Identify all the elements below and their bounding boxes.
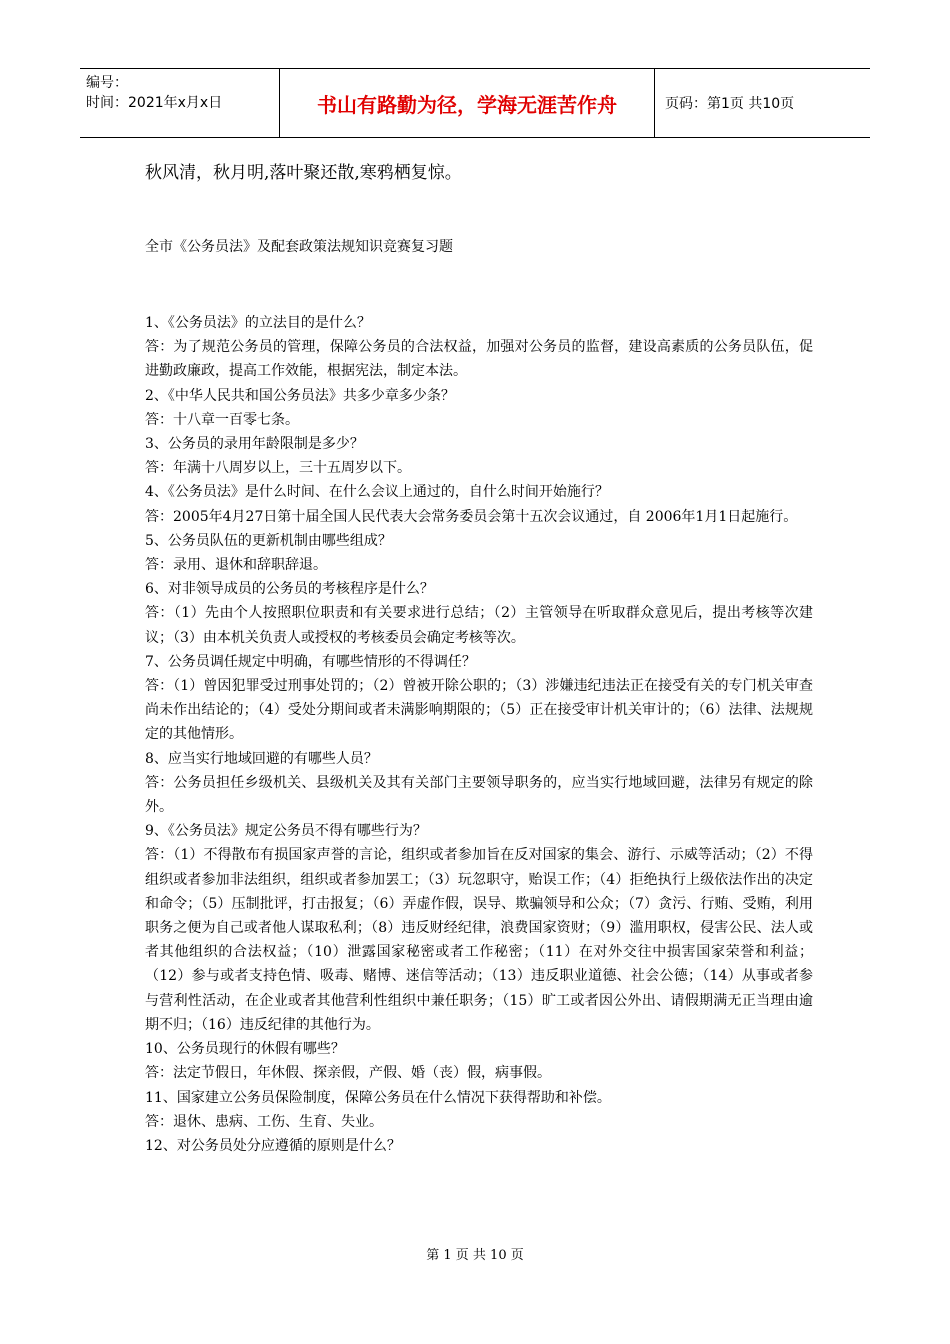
answer-line: 答：（1）曾因犯罪受过刑事处罚的；（2）曾被开除公职的；（3）涉嫌违纪违法正在接受有关的专门机关审查尚未作出结论的；（4）受处分期间或者未满影响期限的；（5）正在接受审计机关审计的；（6）法律、法规规定的其他情形。 bbox=[145, 678, 813, 743]
answer-line: 答：十八章一百零七条。 bbox=[145, 411, 299, 428]
question-line: 4、《公务员法》是什么时间、在什么会议上通过的，自什么时间开始施行？ bbox=[145, 484, 609, 501]
time-label: 时间：2021年x月x日 bbox=[86, 95, 223, 111]
answer-line: 答：公务员担任乡级机关、县级机关及其有关部门主要领导职务的，应当实行地域回避，法律另有规定的除外。 bbox=[145, 774, 813, 816]
answer-line: 答：为了规范公务员的管理，保障公务员的合法权益，加强对公务员的监督，建设高素质的公务员队伍，促进勤政廉政，提高工作效能，根据宪法，制定本法。 bbox=[145, 339, 813, 380]
question-line: 7、公务员调任规定中明确，有哪些情形的不得调任？ bbox=[145, 653, 476, 670]
question-line: 6、对非领导成员的公务员的考核程序是什么？ bbox=[145, 581, 434, 598]
answer-line: 答：退休、患病、工伤、生育、失业。 bbox=[145, 1113, 383, 1130]
answer-line: 答：2005年4月27日第十届全国人民代表大会常务委员会第十五次会议通过，自 2006年1月1日起施行。 bbox=[145, 508, 798, 525]
answer-line: 答：录用、退休和辞职辞退。 bbox=[145, 557, 327, 574]
motto: 秋风清，秋月明,落叶聚还散,寒鸦栖复惊。 bbox=[145, 163, 462, 183]
qa-body bbox=[145, 311, 813, 1158]
question-line: 10、公务员现行的休假有哪些？ bbox=[145, 1041, 345, 1058]
answer-line: 答：（1）先由个人按照职位职责和有关要求进行总结；（2）主管领导在听取群众意见后，提出考核等次建议；（3）由本机关负责人或授权的考核委员会确定考核等次。 bbox=[145, 605, 813, 646]
answer-line: 答：（1）不得散布有损国家声誉的言论，组织或者参加旨在反对国家的集会、游行、示威等活动；（2）不得组织或者参加非法组织，组织或者参加罢工；（3）玩忽职守，贻误工作；（4）拒绝执行上级依法作出的决定和命令；（5）压制批评，打击报复；（6）弄虚作假，误导、欺骗领导和公众；（7）贪污、行贿、受贿，利用职务之便为自己或者他人谋取私利；（8）违反财经纪律，浪费国家资财；（9）滥用职权，侵害公民、法人或者其他组织的合法权益；（10）泄露国家秘密或者工作秘密；（11）在对外交往中损害国家荣誉和利益；（12）参与或者支持色情、吸毒、赌博、迷信等活动；（13）违反职业道德、社会公德；（14）从事或者参与营利性活动，在企业或者其他营利性组织中兼任职务；（15）旷工或者因公外出、请假期满无正当理由逾期不归；（16）违反纪律的其他行为。 bbox=[145, 847, 813, 1033]
document-title: 全市《公务员法》及配套政策法规知识竞赛复习题 bbox=[145, 239, 453, 255]
question-line: 8、应当实行地域回避的有哪些人员？ bbox=[145, 750, 378, 767]
header-page-info: 页码：第1页 共10页 bbox=[665, 96, 795, 112]
question-line: 9、《公务员法》规定公务员不得有哪些行为？ bbox=[145, 823, 427, 840]
question-line: 5、公务员队伍的更新机制由哪些组成？ bbox=[145, 532, 392, 549]
question-line: 3、公务员的录用年龄限制是多少？ bbox=[145, 436, 364, 453]
page-header bbox=[80, 68, 870, 138]
answer-line: 答：法定节假日，年休假、探亲假，产假、婚（丧）假，病事假。 bbox=[145, 1065, 551, 1082]
number-label: 编号： bbox=[86, 75, 128, 91]
answer-line: 答：年满十八周岁以上，三十五周岁以下。 bbox=[145, 460, 411, 477]
header-meta bbox=[80, 69, 280, 137]
question-line: 1、《公务员法》的立法目的是什么？ bbox=[145, 315, 371, 331]
question-line: 12、对公务员处分应遵循的原则是什么？ bbox=[145, 1137, 401, 1154]
question-line: 11、国家建立公务员保险制度，保障公务员在什么情况下获得帮助和补偿。 bbox=[145, 1089, 611, 1106]
page-footer: 第 1 页 共 10 页 bbox=[426, 1248, 524, 1263]
question-line: 2、《中华人民共和国公务员法》共多少章多少条？ bbox=[145, 387, 455, 404]
header-slogan: 书山有路勤为径，学海无涯苦作舟 bbox=[280, 69, 655, 137]
